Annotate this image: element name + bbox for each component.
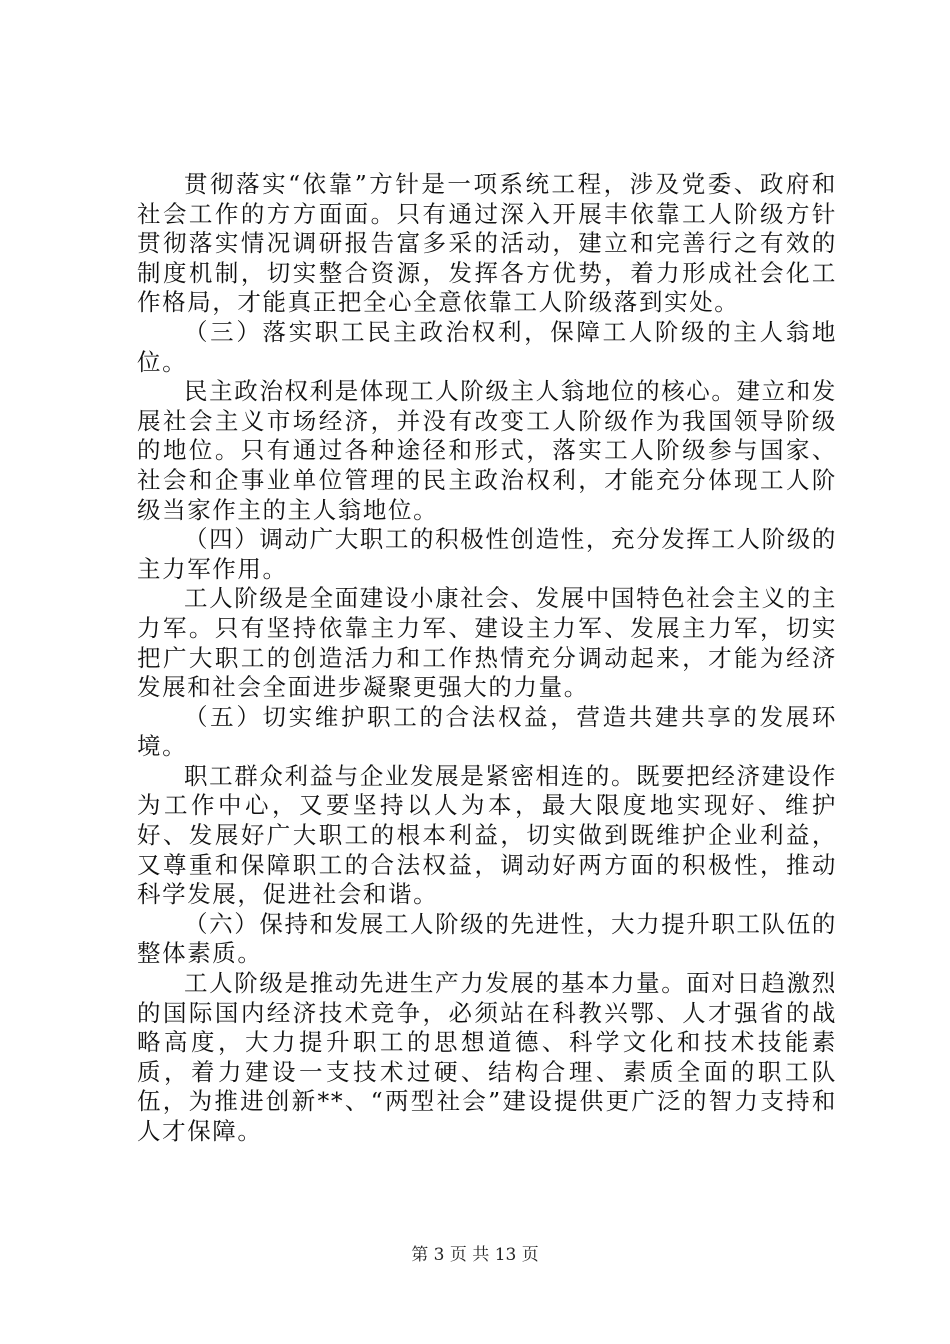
body-paragraph: 职工群众利益与企业发展是紧密相连的。既要把经济建设作为工作中心，又要坚持以人为本，最大限度地实现好、维护好、发展好广大职工的根本利益，切实做到既维护企业利益，又尊重和保障职工的合法权益，调动好两方面的积极性，推动科学发展，促进社会和谐。 — [137, 761, 837, 909]
body-paragraph: 民主政治权利是体现工人阶级主人翁地位的核心。建立和发展社会主义市场经济，并没有改变工人阶级作为我国领导阶级的地位。只有通过各种途径和形式，落实工人阶级参与国家、社会和企事业单位管理的民主政治权利，才能充分体现工人阶级当家作主的主人翁地位。 — [137, 377, 837, 524]
section-heading: （六）保持和发展工人阶级的先进性，大力提升职工队伍的整体素质。 — [137, 909, 837, 968]
page-number-footer: 第 3 页 共 13 页 — [411, 1245, 539, 1265]
section-heading: （四）调动广大职工的积极性创造性，充分发挥工人阶级的主力军作用。 — [137, 525, 837, 583]
document-body — [137, 170, 837, 1147]
body-paragraph: 贯彻落实“依靠”方针是一项系统工程，涉及党委、政府和社会工作的方方面面。只有通过深入开展丰依靠工人阶级方针贯彻落实情况调研报告富多采的活动，建立和完善行之有效的制度机制，切实整合资源，发挥各方优势，着力形成社会化工作格局，才能真正把全心全意依靠工人阶级落到实处。 — [137, 170, 837, 317]
section-heading: （三）落实职工民主政治权利，保障工人阶级的主人翁地位。 — [137, 317, 837, 376]
section-heading: （五）切实维护职工的合法权益，营造共建共享的发展环境。 — [137, 702, 837, 761]
body-paragraph: 工人阶级是全面建设小康社会、发展中国特色社会主义的主力军。只有坚持依靠主力军、建设主力军、发展主力军，切实把广大职工的创造活力和工作热情充分调动起来，才能为经济发展和社会全面进步凝聚更强大的力量。 — [137, 584, 837, 702]
body-paragraph: 工人阶级是推动先进生产力发展的基本力量。面对日趋激烈的国际国内经济技术竞争，必须站在科教兴鄂、人才强省的战略高度，大力提升职工的思想道德、科学文化和技术技能素质，着力建设一支技术过硬、结构合理、素质全面的职工队伍，为推进创新**、“两型社会”建设提供更广泛的智力支持和人才保障。 — [137, 969, 837, 1145]
